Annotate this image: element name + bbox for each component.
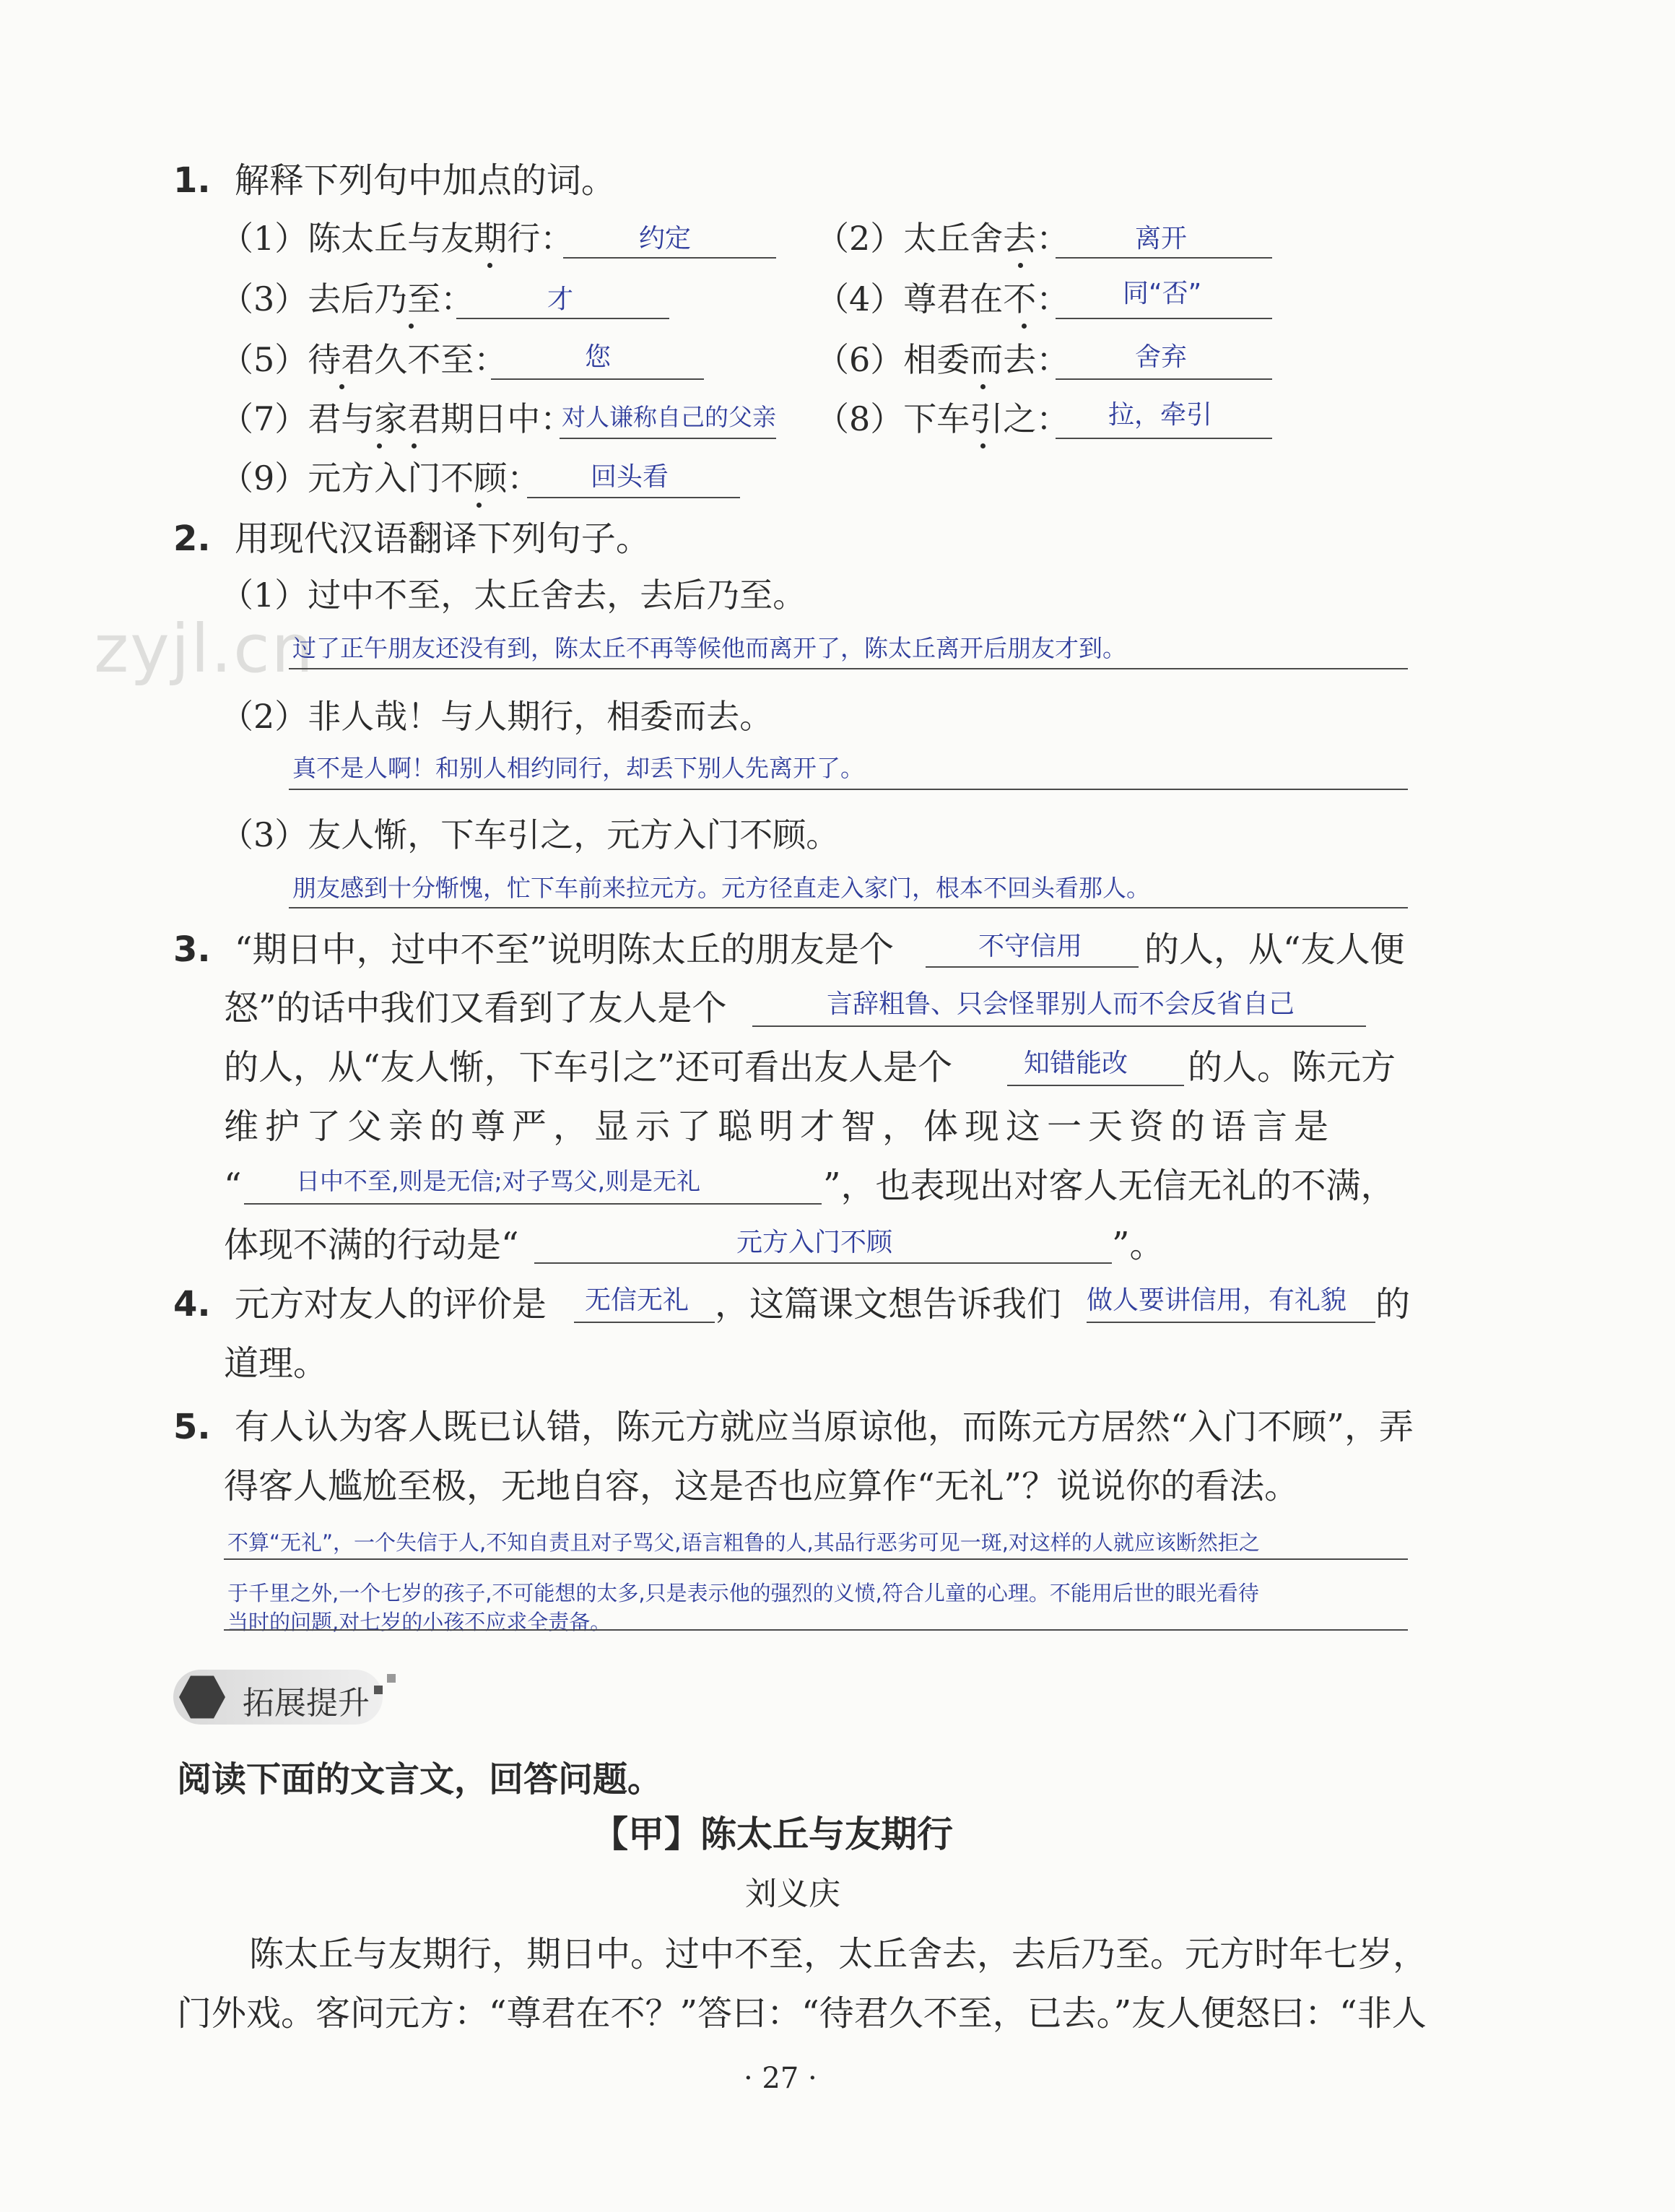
q1-item-8-label: （8）下车引之： bbox=[816, 399, 1070, 438]
q1-item-1-answer: 约定 bbox=[639, 224, 692, 253]
q1-item-2-answer: 离开 bbox=[1135, 224, 1188, 253]
page-number: · 27 · bbox=[744, 2062, 817, 2095]
q1-item-4-label: （4）尊君在不： bbox=[816, 279, 1070, 318]
watermark: zyjl.cn bbox=[94, 610, 315, 688]
q1-item-6-label: （6）相委而去： bbox=[816, 340, 1070, 379]
reading-author: 刘义庆 bbox=[745, 1875, 840, 1912]
q5-text-2: 得客人尴尬至极，无地自容，这是否也应算作“无礼”？说说你的看法。 bbox=[224, 1466, 1300, 1506]
reading-title: 【甲】陈太丘与友期行 bbox=[592, 1813, 953, 1855]
q3-text-3: 怒”的话中我们又看到了友人是个 bbox=[224, 988, 727, 1028]
q5-number: 5. bbox=[173, 1407, 211, 1447]
q3-text-9: 体现不满的行动是“ bbox=[224, 1225, 519, 1265]
q1-item-9-answer: 回头看 bbox=[591, 462, 669, 492]
q1-item-6-answer: 舍弃 bbox=[1135, 342, 1188, 372]
section-badge bbox=[173, 1670, 390, 1725]
q1-item-5-label: （5）待君久不至： bbox=[220, 340, 508, 379]
q5-answer-1: 不算“无礼”，一个失信于人,不知自责且对子骂父,语言粗鲁的人,其品行恶劣可见一斑,对这样的人就应该断然拒之 bbox=[227, 1530, 1260, 1555]
reading-paragraph-line-1: 陈太丘与友期行，期日中。过中不至，太丘舍去，去后乃至。元方时年七岁， bbox=[249, 1934, 1428, 1974]
q1-item-4-answer: 同“否” bbox=[1123, 279, 1202, 308]
q5-line-1 bbox=[173, 1405, 1414, 1449]
q1-item-7-label: （7）君与家君期日中： bbox=[220, 399, 574, 438]
q1-stem bbox=[173, 159, 616, 202]
q4-number: 4. bbox=[173, 1284, 211, 1324]
q3-text-6: 维护了父亲的尊严，显示了聪明才智，体现这一天资的语言是 bbox=[224, 1106, 1336, 1147]
q3-text-7: “ bbox=[224, 1166, 242, 1206]
q2-item-3-label: （3）友人惭，下车引之，元方入门不顾。 bbox=[220, 815, 840, 854]
q4-answer-1: 无信无礼 bbox=[585, 1285, 689, 1315]
q3-text-10: ”。 bbox=[1112, 1225, 1165, 1265]
q1-item-3-label: （3）去后乃至： bbox=[220, 279, 474, 318]
q2-item-1-answer: 过了正午朋友还没有到，陈太丘不再等候他而离开了，陈太丘离开后朋友才到。 bbox=[292, 634, 1126, 662]
q4-text-3: 的 bbox=[1375, 1284, 1411, 1324]
q4-text-1: 元方对友人的评价是 bbox=[234, 1284, 547, 1324]
q3-text-2: 的人，从“友人便 bbox=[1144, 929, 1405, 970]
q3-answer-5: 元方入门不顾 bbox=[736, 1228, 893, 1257]
q5-text-1: 有人认为客人既已认错，陈元方就应当原谅他，而陈元方居然“入门不顾”，弄 bbox=[234, 1407, 1414, 1447]
q4-line-1 bbox=[173, 1283, 547, 1326]
q2-item-1-label: （1）过中不至，太丘舍去，去后乃至。 bbox=[220, 576, 806, 615]
q5-answer-2: 于千里之外,一个七岁的孩子,不可能想的太多,只是表示他的强烈的义愤,符合儿童的心理。不能用后世的眼光看待 bbox=[227, 1581, 1259, 1605]
reading-paragraph-line-2: 门外戏。客问元方：“尊君在不？”答曰：“待君久不至，已去。”友人便怒曰：“非人 bbox=[177, 1993, 1427, 2034]
q1-number: 1. bbox=[173, 160, 211, 201]
q4-text-4: 道理。 bbox=[224, 1343, 329, 1384]
q4-text-2: ，这篇课文想告诉我们 bbox=[715, 1284, 1062, 1324]
q1-item-1-label: （1）陈太丘与友期行： bbox=[220, 219, 574, 258]
q1-stem-text: 解释下列句中加点的词。 bbox=[234, 160, 616, 201]
q2-item-3-answer: 朋友感到十分惭愧，忙下车前来拉元方。元方径直走入家门，根本不回头看那人。 bbox=[292, 874, 1150, 902]
q1-item-8-answer: 拉，牵引 bbox=[1108, 400, 1213, 430]
q1-item-2-label: （2）太丘舍去： bbox=[816, 219, 1070, 258]
q3-answer-2: 言辞粗鲁、只会怪罪别人而不会反省自己 bbox=[827, 989, 1295, 1019]
q2-stem-text: 用现代汉语翻译下列句子。 bbox=[234, 519, 651, 559]
q1-item-3-answer: 才 bbox=[547, 285, 574, 314]
q1-item-5-answer: 您 bbox=[585, 342, 612, 372]
section-title: 拓展提升 bbox=[243, 1685, 370, 1722]
q3-text-5: 的人。陈元方 bbox=[1188, 1047, 1396, 1088]
q4-answer-2: 做人要讲信用，有礼貌 bbox=[1087, 1285, 1347, 1315]
q3-answer-1: 不守信用 bbox=[978, 932, 1083, 961]
q1-item-7-answer: 对人谦称自己的父亲 bbox=[562, 403, 776, 431]
q3-number: 3. bbox=[173, 929, 211, 970]
q3-text-8: ”，也表现出对客人无信无礼的不满， bbox=[823, 1166, 1396, 1206]
q3-answer-4: 日中不至,则是无信;对子骂父,则是无礼 bbox=[296, 1167, 701, 1195]
q2-stem bbox=[173, 517, 651, 560]
q3-text-4: 的人，从“友人惭，下车引之”还可看出友人是个 bbox=[224, 1047, 953, 1088]
q3-text-1: “期日中，过中不至”说明陈太丘的朋友是个 bbox=[234, 929, 894, 970]
q2-number: 2. bbox=[173, 519, 211, 559]
q3-line-1 bbox=[173, 928, 894, 971]
q2-item-2-label: （2）非人哉！与人期行，相委而去。 bbox=[220, 697, 773, 736]
q1-item-9-label: （9）元方入门不顾： bbox=[220, 459, 541, 498]
reading-instruction: 阅读下面的文言文，回答问题。 bbox=[177, 1759, 663, 1800]
q2-item-2-answer: 真不是人啊！和别人相约同行，却丢下别人先离开了。 bbox=[292, 754, 864, 782]
q5-answer-3: 当时的问题,对七岁的小孩不应求全责备。 bbox=[227, 1610, 612, 1634]
q3-answer-3: 知错能改 bbox=[1024, 1049, 1128, 1078]
